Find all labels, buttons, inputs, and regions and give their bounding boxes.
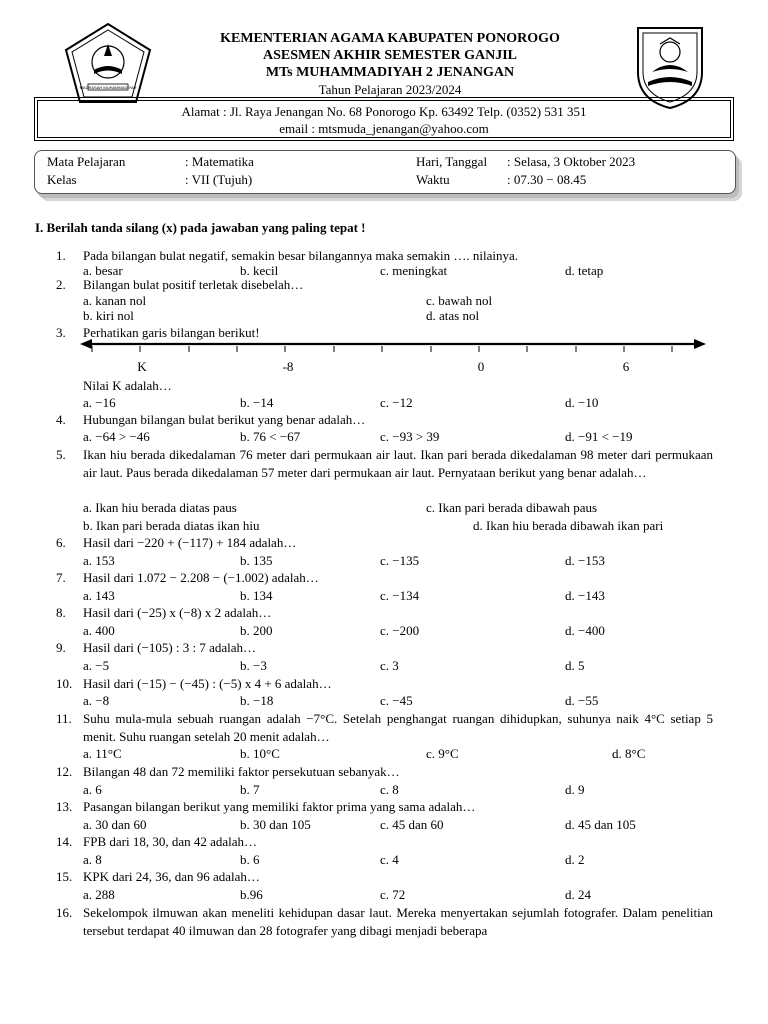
option-c[interactable]: c. 72 [380, 887, 406, 902]
question-text: Hasil dari −220 + (−117) + 184 adalah… [83, 535, 297, 550]
question-number: 10. [56, 676, 73, 691]
number-line-label: K [137, 359, 147, 374]
option-a[interactable]: a. 288 [83, 887, 115, 902]
option-c[interactable]: c. bawah nol [426, 293, 493, 308]
question-text: Bilangan 48 dan 72 memiliki faktor persekutuan sebanyak… [83, 764, 400, 779]
question-number: 11. [56, 711, 72, 726]
option-c[interactable]: c. −93 > 39 [380, 429, 440, 444]
question-text: Bilangan bulat positif terletak disebelah… [83, 277, 304, 292]
option-d[interactable]: d. −10 [565, 395, 599, 410]
question-text: Pada bilangan bulat negatif, semakin besar bilangannya maka semakin …. nilainya. [83, 248, 519, 263]
option-a[interactable]: a. Ikan hiu berada diatas paus [83, 500, 237, 515]
question-number: 15. [56, 869, 73, 884]
option-b[interactable]: b. kecil [240, 263, 279, 278]
school-email: email : mtsmuda_jenangan@yahoo.com [279, 121, 489, 136]
option-a[interactable]: a. −16 [83, 395, 116, 410]
option-d[interactable]: d. 24 [565, 887, 591, 902]
option-c[interactable]: c. −12 [380, 395, 413, 410]
option-b[interactable]: b. 76 < −67 [240, 429, 301, 444]
option-d[interactable]: d. tetap [565, 263, 604, 278]
question-number: 12. [56, 764, 73, 779]
question-number: 4. [56, 412, 66, 427]
question-text: Hubungan bilangan bulat berikut yang benar adalah… [83, 412, 366, 427]
header-academic-year: Tahun Pelajaran 2023/2024 [318, 82, 462, 97]
option-b[interactable]: b. −3 [240, 658, 267, 673]
question-text: Nilai K adalah… [83, 378, 172, 393]
date-label: Hari, Tanggal [416, 154, 488, 169]
option-b[interactable]: b. −14 [240, 395, 274, 410]
option-d[interactable]: d. 45 dan 105 [565, 817, 636, 832]
exam-info-box [34, 150, 736, 194]
question-text: KPK dari 24, 36, dan 96 adalah… [83, 869, 260, 884]
question-number: 8. [56, 605, 66, 620]
option-d[interactable]: d. 2 [565, 852, 585, 867]
option-a[interactable]: a. −5 [83, 658, 110, 673]
header-exam-title: ASESMEN AKHIR SEMESTER GANJIL [262, 48, 517, 63]
header-ministry: KEMENTERIAN AGAMA KABUPATEN PONOROGO [220, 31, 560, 46]
question-number: 14. [56, 834, 73, 849]
date-value: : Selasa, 3 Oktober 2023 [507, 154, 636, 169]
option-d[interactable]: d. Ikan hiu berada dibawah ikan pari [473, 518, 664, 533]
question-number: 3. [56, 325, 66, 340]
option-b[interactable]: b. 135 [240, 553, 273, 568]
section-title: I. Berilah tanda silang (x) pada jawaban yang paling tepat ! [35, 220, 366, 235]
option-c[interactable]: c. −135 [380, 553, 420, 568]
class-value: : VII (Tujuh) [185, 172, 253, 187]
question-text: Perhatikan garis bilangan berikut! [83, 325, 260, 340]
option-d[interactable]: d. −91 < −19 [565, 429, 633, 444]
question-text: FPB dari 18, 30, dan 42 adalah… [83, 834, 258, 849]
option-c[interactable]: c. 9°C [426, 746, 459, 761]
madrasah-logo-icon [64, 22, 152, 104]
option-b[interactable]: b. 10°C [240, 746, 280, 761]
option-a[interactable]: a. 143 [83, 588, 115, 603]
question-number: 6. [56, 535, 66, 550]
option-a[interactable]: a. 400 [83, 623, 115, 638]
option-c[interactable]: c. 3 [380, 658, 399, 673]
option-d[interactable]: d. 9 [565, 782, 585, 797]
question-number: 5. [56, 447, 66, 462]
option-d[interactable]: d. 8°C [612, 746, 646, 761]
option-d[interactable]: d. 5 [565, 658, 585, 673]
question-number: 9. [56, 640, 66, 655]
time-label: Waktu [416, 172, 450, 187]
option-b[interactable]: b. 200 [240, 623, 273, 638]
option-d[interactable]: d. −153 [565, 553, 605, 568]
question-text: Pasangan bilangan berikut yang memiliki faktor prima yang sama adalah… [83, 799, 476, 814]
question-text: Hasil dari (−105) : 3 : 7 adalah… [83, 640, 257, 655]
question-number: 2. [56, 277, 66, 292]
option-d[interactable]: d. −143 [565, 588, 605, 603]
option-a[interactable]: a. 30 dan 60 [83, 817, 147, 832]
header-school-name: MTs MUHAMMADIYAH 2 JENANGAN [265, 65, 515, 80]
time-value: : 07.30 − 08.45 [507, 172, 587, 187]
number-line-label: -8 [282, 359, 294, 374]
question-text: Suhu mula-mula sebuah ruangan adalah −7°C. Setelah penghangat ruangan dihidupkan, suhunya naik 4°C setiap 5 menit. Suhu ruangan setelah 20 menit adalah… [83, 711, 713, 744]
subject-label: Mata Pelajaran [47, 154, 126, 169]
option-d[interactable]: d. −400 [565, 623, 605, 638]
question-text: Sekelompok ilmuwan akan meneliti kehidupan dasar laut. Mereka menyertakan sejumlah fotografer. Dalam penelitian tersebut terdapat 40 ilmuwan dan 28 fotografer yang dibagi menjadi beberapa [83, 905, 713, 938]
option-a[interactable]: a. 153 [83, 553, 115, 568]
option-c[interactable]: c. −45 [380, 693, 413, 708]
question-text: Hasil dari 1.072 − 2.208 − (−1.002) adalah… [83, 570, 319, 585]
option-b[interactable]: b. Ikan pari berada diatas ikan hiu [83, 518, 260, 533]
option-c[interactable]: c. −134 [380, 588, 420, 603]
option-a[interactable]: a. besar [83, 263, 123, 278]
option-d[interactable]: d. atas nol [426, 308, 480, 323]
option-b[interactable]: b. 134 [240, 588, 273, 603]
option-a[interactable]: a. 11°C [83, 746, 122, 761]
option-c[interactable]: c. meningkat [380, 263, 448, 278]
option-c[interactable]: c. 8 [380, 782, 399, 797]
option-b[interactable]: b. 6 [240, 852, 260, 867]
option-d[interactable]: d. −55 [565, 693, 599, 708]
subject-value: : Matematika [185, 154, 254, 169]
option-b[interactable]: b.96 [240, 887, 263, 902]
school-address: Alamat : Jl. Raya Jenangan No. 68 Ponorogo Kp. 63492 Telp. (0352) 531 351 [181, 104, 587, 119]
option-b[interactable]: b. 30 dan 105 [240, 817, 311, 832]
question-number: 1. [56, 248, 66, 263]
question-number: 16. [56, 905, 73, 920]
option-c[interactable]: c. 45 dan 60 [380, 817, 444, 832]
question-text: Hasil dari (−15) − (−45) : (−5) x 4 + 6 adalah… [83, 676, 332, 691]
question-number: 7. [56, 570, 66, 585]
option-b[interactable]: b. −18 [240, 693, 274, 708]
option-a[interactable]: a. 8 [83, 852, 102, 867]
option-c[interactable]: c. Ikan pari berada dibawah paus [426, 500, 598, 515]
option-a[interactable]: a. 6 [83, 782, 102, 797]
address-box [37, 100, 731, 138]
option-b[interactable]: b. kiri nol [83, 308, 134, 323]
number-line-label: 6 [622, 359, 630, 374]
option-c[interactable]: c. 4 [380, 852, 399, 867]
regency-emblem-icon [630, 22, 710, 110]
number-line [80, 336, 710, 376]
option-b[interactable]: b. 7 [240, 782, 260, 797]
question-text: Hasil dari (−25) x (−8) x 2 adalah… [83, 605, 272, 620]
class-label: Kelas [47, 172, 77, 187]
option-a[interactable]: a. −64 > −46 [83, 429, 150, 444]
question-text: Ikan hiu berada dikedalaman 76 meter dari permukaan air laut. Ikan pari berada dikedalaman 98 meter dari permukaan air laut. Paus berada dikedalaman 57 meter dari permukaan air laut. Pernyataan berikut yang benar adalah… [83, 447, 713, 480]
number-line-label: 0 [477, 359, 485, 374]
logo-text: MADRASAH MUHAMMADIYAH [79, 85, 137, 90]
option-a[interactable]: a. −8 [83, 693, 110, 708]
question-number: 13. [56, 799, 73, 814]
option-c[interactable]: c. −200 [380, 623, 420, 638]
option-a[interactable]: a. kanan nol [83, 293, 147, 308]
